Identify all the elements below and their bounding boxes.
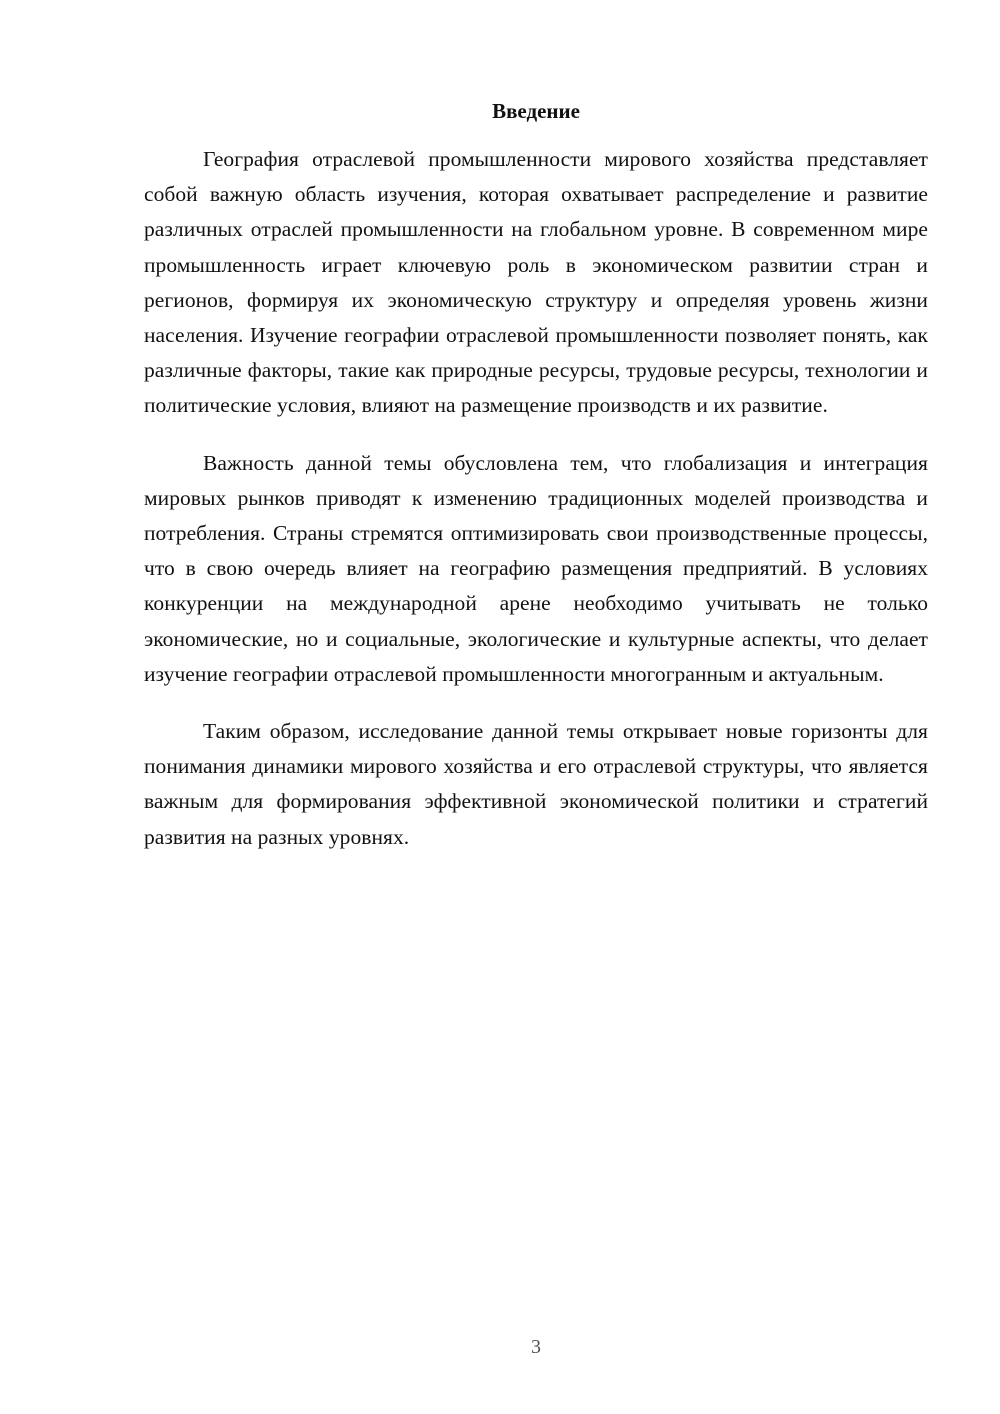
paragraph-1: География отраслевой промышленности мирового хозяйства представляет собой важную область изучения, которая охватывает распределение и развитие различных отраслей промышленности на глобальном уровне. В современном мире промышленность играет ключевую роль в экономическом развитии стран и регионов, формируя их экономическую структуру и определяя уровень жизни населения. Изучение географии отраслевой промышленности позволяет понять, как различные факторы, такие как природные ресурсы, трудовые ресурсы, технологии и политические условия, влияют на размещение производств и их развитие. xyxy=(144,147,928,418)
paragraph-3: Таким образом, исследование данной темы открывает новые горизонты для понимания динамики мирового хозяйства и его отраслевой структуры, что является важным для формирования эффективной экономической политики и стратегий развития на разных уровнях. xyxy=(144,719,928,849)
section-heading: Введение xyxy=(492,99,580,123)
page-number: 3 xyxy=(531,1336,541,1358)
paragraph-2: Важность данной темы обусловлена тем, что глобализация и интеграция мировых рынков приводят к изменению традиционных моделей производства и потребления. Страны стремятся оптимизировать свои производственные процессы, что в свою очередь влияет на географию размещения предприятий. В условиях конкуренции на международной арене необходимо учитывать не только экономические, но и социальные, экологические и культурные аспекты, что делает изучение географии отраслевой промышленности многогранным и актуальным. xyxy=(144,450,928,686)
body-text xyxy=(144,142,928,877)
